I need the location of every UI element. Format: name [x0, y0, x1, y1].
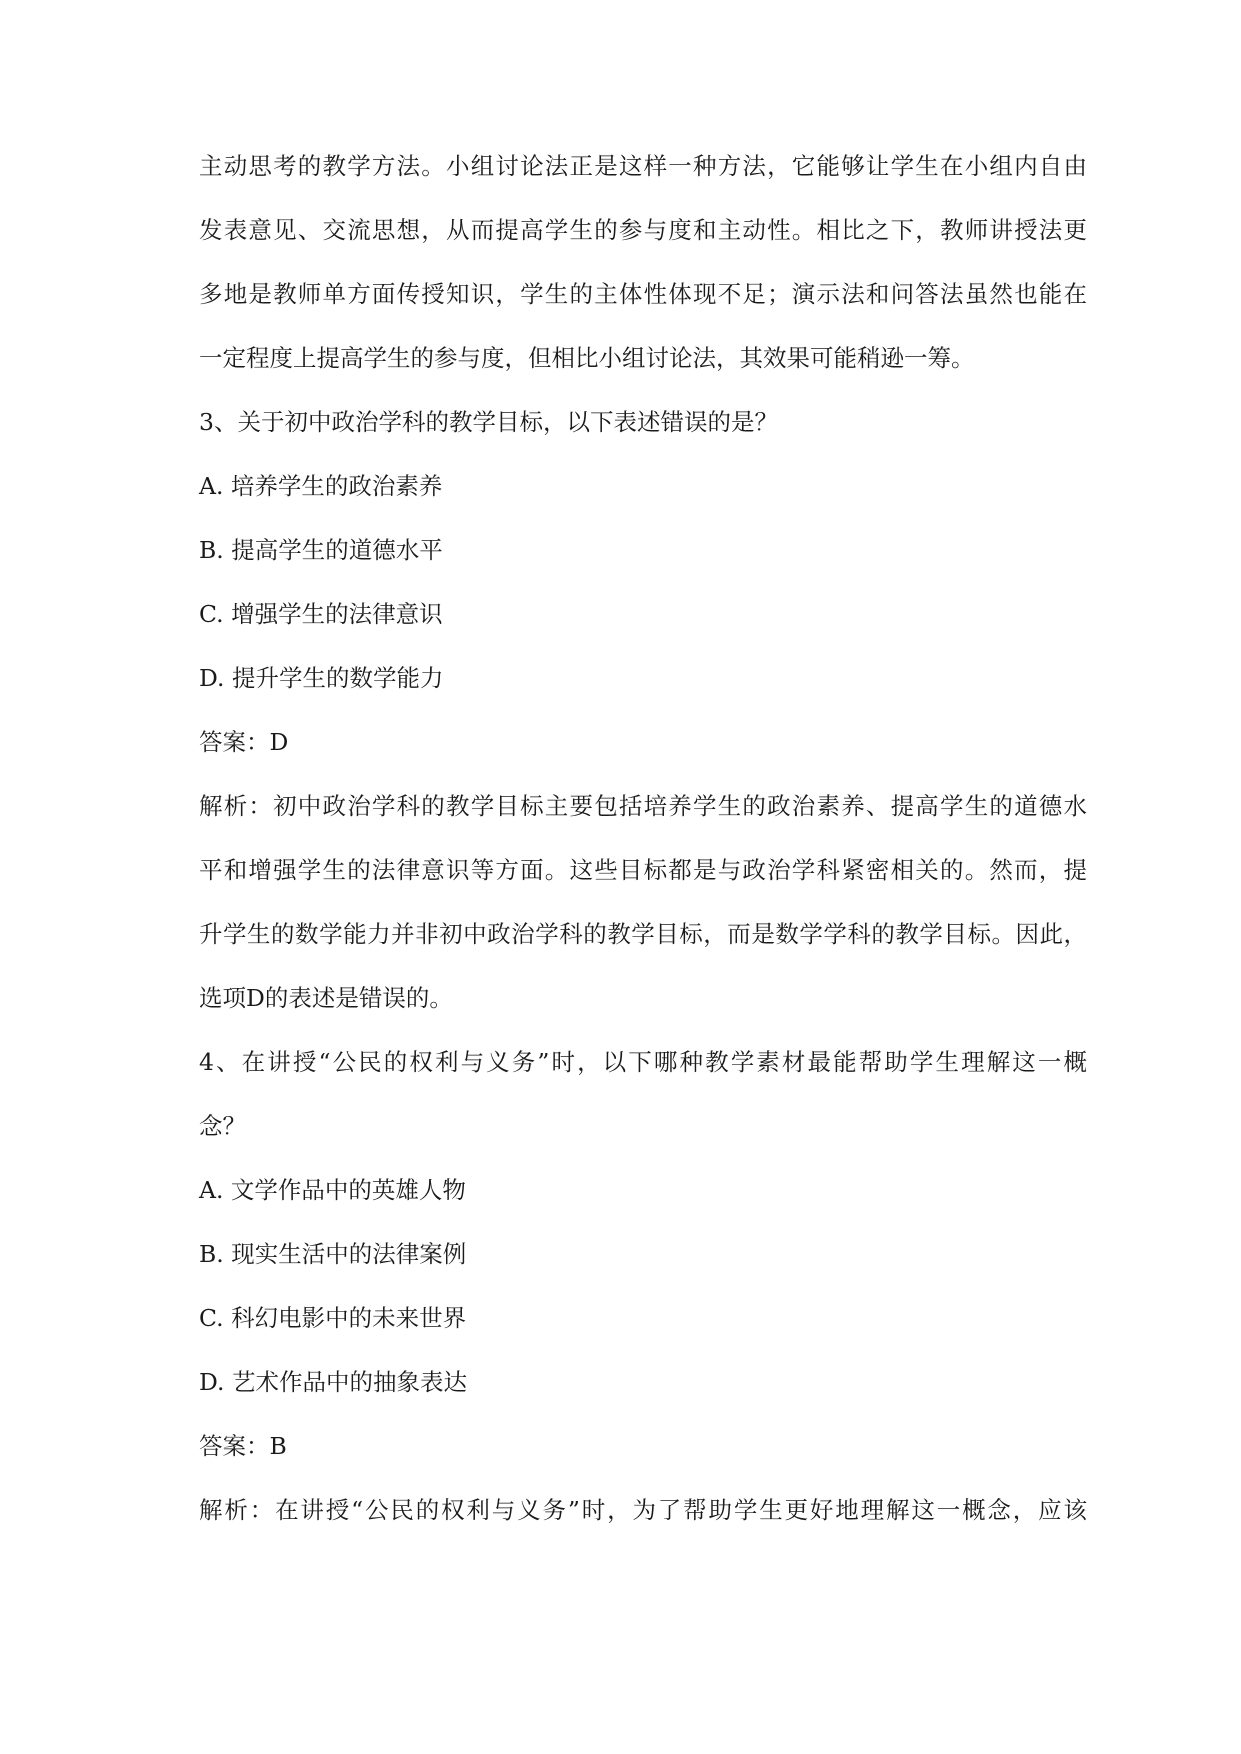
- question-4-option-b: B. 现实生活中的法律案例: [199, 1240, 467, 1268]
- question-3-analysis-line: 解析：初中政治学科的教学目标主要包括培养学生的政治素养、提高学生的道德水: [199, 792, 1087, 820]
- question-4-stem: 4、在讲授“公民的权利与义务”时，以下哪种教学素材最能帮助学生理解这一概: [199, 1048, 1087, 1076]
- question-4-stem-continued: 念？: [199, 1112, 246, 1140]
- question-3-option-a: A. 培养学生的政治素养: [199, 472, 443, 500]
- question-4-answer: 答案：B: [199, 1432, 287, 1460]
- question-4-analysis-line: 解析：在讲授“公民的权利与义务”时，为了帮助学生更好地理解这一概念，应该: [199, 1496, 1087, 1524]
- question-3-option-c: C. 增强学生的法律意识: [199, 600, 443, 628]
- question-4-option-c: C. 科幻电影中的未来世界: [199, 1304, 467, 1332]
- question-3-answer: 答案：D: [199, 728, 289, 756]
- question-3-option-b: B. 提高学生的道德水平: [199, 536, 443, 564]
- document-body: [199, 140, 1087, 1548]
- paragraph-line: 主动思考的教学方法。小组讨论法正是这样一种方法，它能够让学生在小组内自由: [199, 152, 1087, 180]
- paragraph-line: 一定程度上提高学生的参与度，但相比小组讨论法，其效果可能稍逊一筹。: [199, 344, 975, 372]
- question-3-analysis-line: 平和增强学生的法律意识等方面。这些目标都是与政治学科紧密相关的。然而，提: [199, 856, 1087, 884]
- question-3-stem: 3、关于初中政治学科的教学目标，以下表述错误的是？: [199, 408, 778, 436]
- question-4-option-a: A. 文学作品中的英雄人物: [199, 1176, 466, 1204]
- question-3-analysis-line: 选项D的表述是错误的。: [199, 984, 453, 1012]
- paragraph-line: 发表意见、交流思想，从而提高学生的参与度和主动性。相比之下，教师讲授法更: [199, 216, 1087, 244]
- question-3-analysis-line: 升学生的数学能力并非初中政治学科的教学目标，而是数学学科的教学目标。因此，: [199, 920, 1087, 948]
- question-3-option-d: D. 提升学生的数学能力: [199, 664, 444, 692]
- paragraph-line: 多地是教师单方面传授知识，学生的主体性体现不足；演示法和问答法虽然也能在: [199, 280, 1087, 308]
- question-4-option-d: D. 艺术作品中的抽象表达: [199, 1368, 467, 1396]
